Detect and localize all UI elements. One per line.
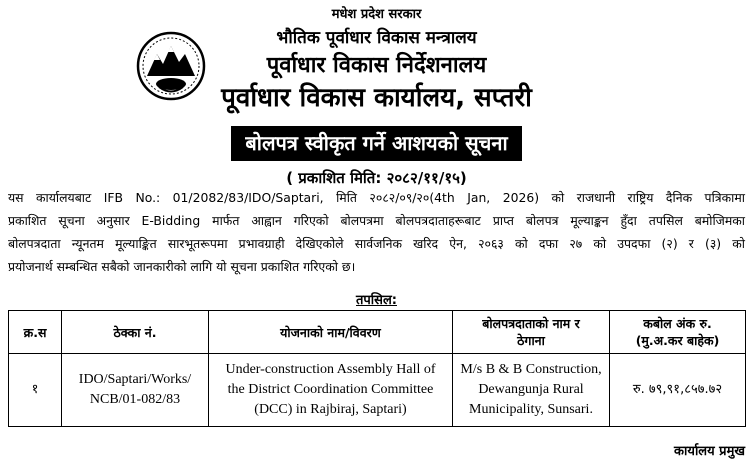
col-header-project: योजनाको नाम/विवरण xyxy=(209,311,453,354)
notice-body-line: यस कार्यालयबाट IFB No.: 01/2082/83/IDO/Saptari, मिति २०८२/०९/२०(4th Jan, 2026) को राजधानी राष्ट्रिय दैनिक पत्रिकामा xyxy=(8,190,745,205)
cell-amount: रु. ७९,९१,८५७.७२ xyxy=(610,354,746,427)
col-header-amount-line1: कबोल अंक रु. xyxy=(643,316,712,331)
signature-office-chief: कार्यालय प्रमुख xyxy=(674,444,745,459)
col-header-sn: क्र.स xyxy=(9,311,62,354)
cell-bidder xyxy=(453,354,610,427)
cell-bidder-line3: Municipality, Sunsari. xyxy=(469,402,593,417)
col-header-bidder-line2: ठेगाना xyxy=(517,333,545,348)
cell-bidder-line1: M/s B & B Construction, xyxy=(460,362,602,377)
col-header-amount xyxy=(610,311,746,354)
col-header-amount-line2: (मु.अ.कर बाहेक) xyxy=(635,333,720,348)
table-header-row xyxy=(9,311,746,354)
cell-project xyxy=(209,354,453,427)
schedule-heading: तपसिल: xyxy=(356,293,397,308)
published-date: ( प्रकाशित मिति: २०८२/११/१५) xyxy=(286,169,467,187)
col-header-contract-no: ठेक्का नं. xyxy=(62,311,209,354)
cell-contract-line1: IDO/Saptari/Works/ xyxy=(78,372,192,387)
cell-project-line3: (DCC) in Rajbiraj, Saptari) xyxy=(254,402,407,417)
notice-body-line: प्रयोजनार्थ सम्बन्धित सबैको जानकारीको लागि यो सूचना प्रकाशित गरिएको छ। xyxy=(8,259,356,274)
header-ministry: भौतिक पूर्वाधार विकास मन्त्रालय xyxy=(276,28,477,48)
table-row xyxy=(9,354,746,427)
notice-body xyxy=(8,186,745,278)
header-office: पूर्वाधार विकास कार्यालय, सप्तरी xyxy=(221,83,532,113)
cell-contract-line2: NCB/01-082/83 xyxy=(89,392,181,407)
notice-body-line: प्रकाशित सूचना अनुसार E-Bidding मार्फत आह्वान गरिएको बोलपत्रमा बोलपत्रदाताहरूबाट प्राप्त बोलपत्र मूल्याङ्कन हुँदा तपसिल बमोजिमका xyxy=(8,213,745,228)
cell-project-line1: Under-construction Assembly Hall of xyxy=(225,362,436,377)
cell-bidder-line2: Dewangunja Rural xyxy=(478,382,584,397)
cell-contract-no xyxy=(62,354,209,427)
notice-body-line: बोलपत्रदाता न्यूनतम मूल्याङ्कित सारभूतरूपमा प्रभावग्राही देखिएकोले सार्वजनिक खरिद ऐन, २०६३ को दफा २७ को उपदफा (२) र (३) को xyxy=(8,236,745,251)
col-header-bidder xyxy=(453,311,610,354)
cell-sn: १ xyxy=(9,354,62,427)
cell-project-line2: the District Coordination Committee xyxy=(227,382,434,397)
col-header-bidder-line1: बोलपत्रदाताको नाम र xyxy=(482,316,580,331)
notice-title-banner: बोलपत्र स्वीकृत गर्ने आशयको सूचना xyxy=(231,126,521,161)
header-directorate: पूर्वाधार विकास निर्देशनालय xyxy=(266,53,487,78)
bid-table xyxy=(8,310,746,427)
header-province: मधेश प्रदेश सरकार xyxy=(331,7,422,22)
